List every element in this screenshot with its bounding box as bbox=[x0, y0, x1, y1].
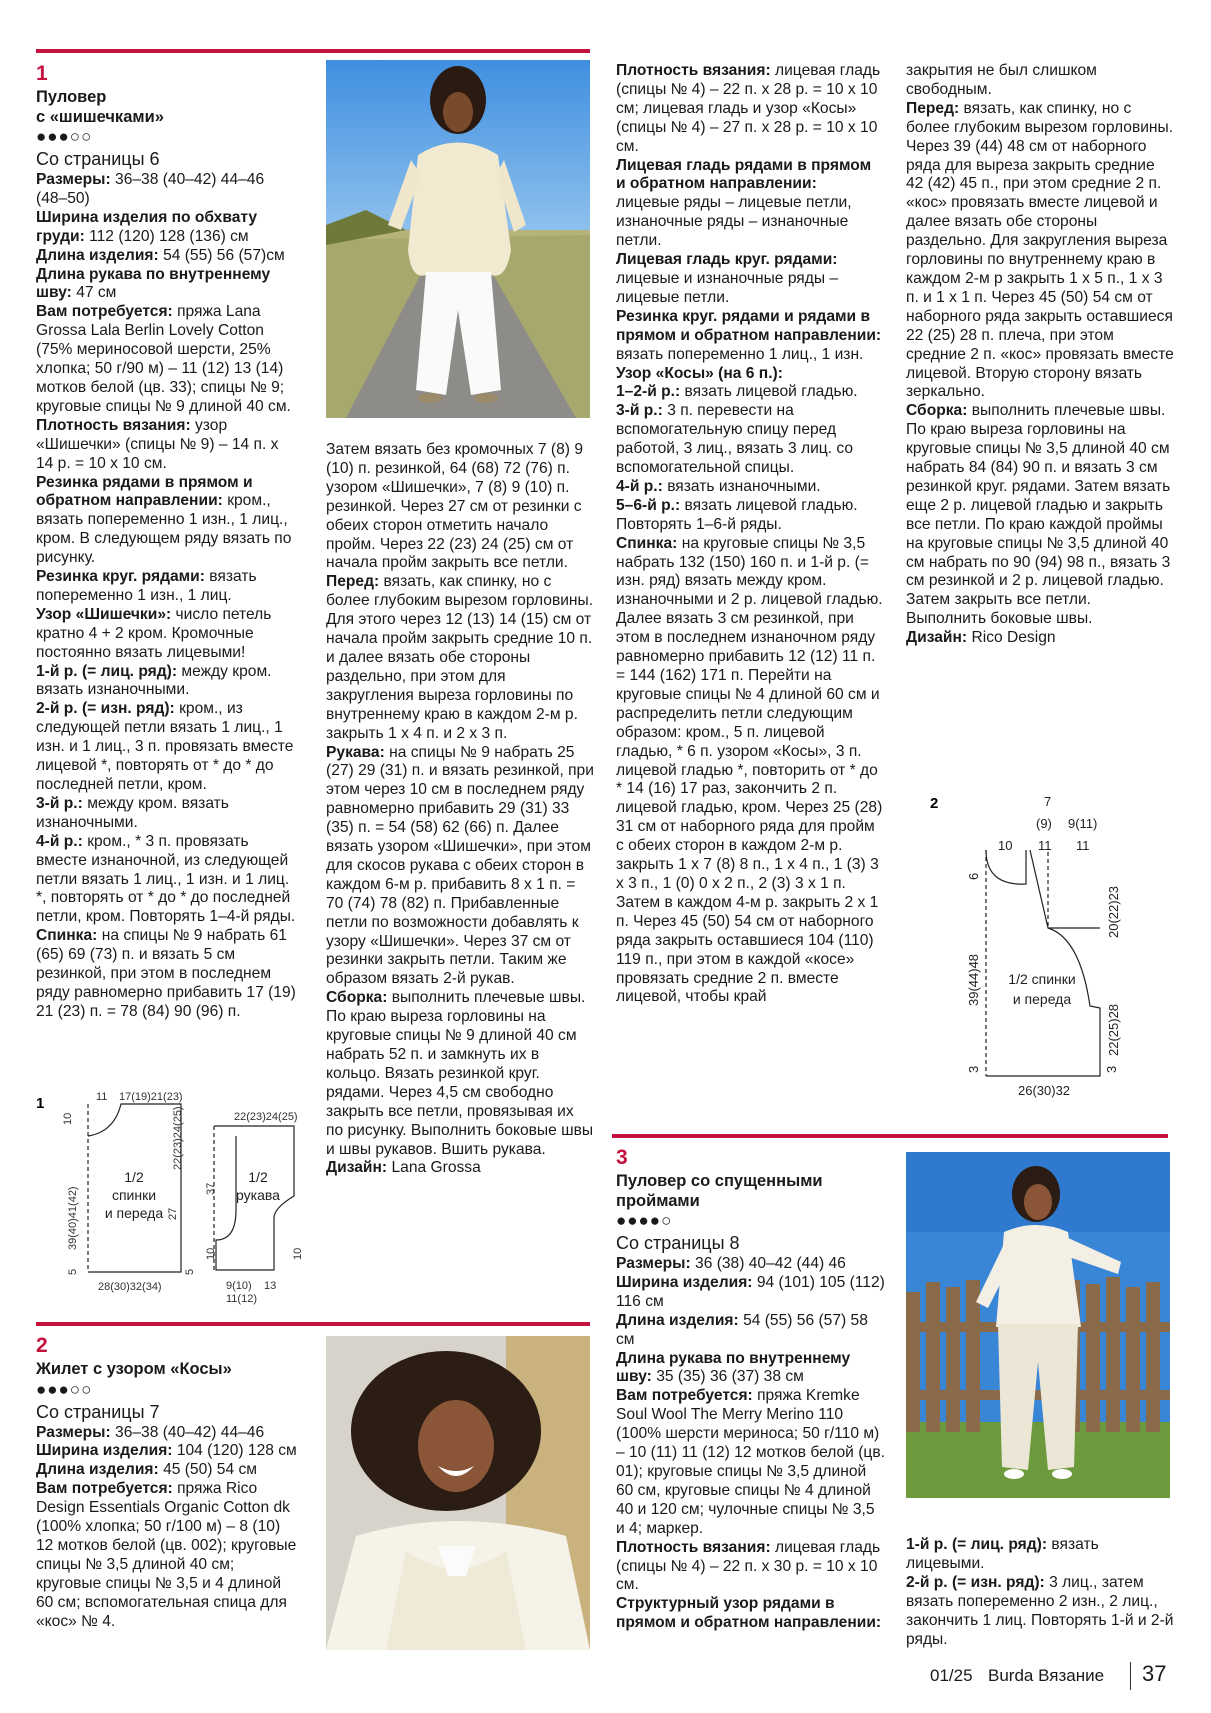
section-3-column-b bbox=[906, 1536, 1174, 1649]
project-title: Пуловер со спущенными проймами bbox=[616, 1172, 823, 1210]
sizes-paragraph: Размеры: 36–38 (40–42) 44–46 (48–50) bbox=[36, 171, 265, 207]
materials-paragraph: Вам потребуется: пряжа Lana Grossa Lala Berlin Lovely Cotton (75% мериносовой шерсти, 25% хлопка; 50 г/90 м) – 11 (12) 13 (14) мотков белой (цв. 33); спицы № 9; круговые спицы № 9 длиной 40 см. bbox=[36, 303, 291, 415]
materials-paragraph: Вам потребуется: пряжа Kremke Soul Wool The Merry Merino 110 (100% шерсти мериноса; 50 г/110 м) – 10 (11) 11 (12) 12 мотков белой (цв. 01); круговые спицы № 3,5 длиной 60 см, круговые спицы № 4 длиной 40 и 120 см; чулочные спицы № 3,5 и 4; маркер. bbox=[616, 1387, 885, 1537]
dim-top-9: (9) bbox=[1036, 816, 1052, 831]
source-page: Со страницы 7 bbox=[36, 1401, 160, 1422]
design-credit: Дизайн: Lana Grossa bbox=[326, 1159, 481, 1177]
section-number: 3 bbox=[616, 1146, 628, 1169]
cable-row-4: 4-й р.: вязать изнаночными. bbox=[616, 477, 821, 495]
diagram-index: 2 bbox=[930, 795, 939, 812]
section-3-column-a bbox=[616, 1146, 886, 1633]
cable-row-1-2: 1–2-й р.: вязать лицевой гладью. bbox=[616, 383, 858, 401]
photo-drop-shoulder-pullover bbox=[906, 1152, 1170, 1498]
diagram-1 bbox=[36, 1090, 316, 1305]
rib-round-paragraph: Резинка круг. рядами: вязать попеременно 1 изн., 1 лиц. bbox=[36, 568, 257, 604]
section-2-column-a bbox=[36, 1334, 298, 1631]
footer-divider bbox=[1130, 1662, 1131, 1690]
sleeve-dim-bottom-1: 9(10) bbox=[226, 1280, 252, 1292]
materials-paragraph: Вам потребуется: пряжа Rico Design Essentials Organic Cotton dk (100% хлопка; 50 г/100 м) – 8 (10) 12 мотков белой (цв. 002); круговые спицы № 3,5 длиной 40 см; круговые спицы № 3,5 и 4 длиной 60 см; вспомогательная спица для «кос» № 4. bbox=[36, 1480, 297, 1630]
stockinette-round-paragraph: Лицевая гладь круг. рядами: лицевые и изнаночные ряды – лицевые петли. bbox=[616, 251, 839, 306]
dim-side-v: 22(23)24(25) bbox=[172, 1106, 184, 1170]
dim-top-7: 7 bbox=[1044, 794, 1052, 809]
photo-pullover-bobbles bbox=[326, 60, 590, 418]
sleeve-dim-13: 13 bbox=[264, 1280, 277, 1292]
dim-5-left: 5 bbox=[67, 1268, 79, 1275]
design-credit: Дизайн: Rico Design bbox=[906, 629, 1056, 647]
width-paragraph: Ширина изделия: 94 (101) 105 (112) 116 см bbox=[616, 1273, 885, 1310]
dim-bottom: 26(30)32 bbox=[1018, 1083, 1071, 1098]
photo-1-image bbox=[326, 60, 590, 418]
photo-2-image bbox=[326, 1336, 590, 1650]
dim-5-right: 5 bbox=[184, 1268, 196, 1275]
width-paragraph: Ширина изделия по обхвату груди: 112 (120) 128 (136) см bbox=[36, 208, 258, 245]
page-number: 37 bbox=[1142, 1661, 1167, 1686]
dim-top-9-11: 9(11) bbox=[1068, 816, 1098, 831]
cable-heading: Узор «Косы» (на 6 п.): bbox=[616, 364, 783, 382]
sleeve-dim-10-left: 10 bbox=[205, 1247, 217, 1260]
length-paragraph: Длина изделия: 54 (55) 56 (57)см bbox=[36, 246, 285, 264]
section-1-column-b bbox=[326, 441, 594, 1178]
diagram-sleeve-label-2: рукава bbox=[236, 1187, 280, 1203]
structure-pattern-heading: Структурный узор рядами в прямом и обратном направлении: bbox=[616, 1595, 882, 1632]
length-paragraph: Длина изделия: 54 (55) 56 (57) 58 см bbox=[616, 1311, 868, 1348]
dim-neck: 10 bbox=[62, 1112, 74, 1125]
page-footer bbox=[930, 1658, 1180, 1698]
row-2-paragraph: 2-й р. (= изн. ряд): 3 лиц., затем вязать попеременно 2 изн., 2 лиц., закончить 1 лиц. Повторять 1-й и 2-й ряды. bbox=[906, 1573, 1174, 1648]
difficulty-rating: ●●●●○ bbox=[616, 1211, 673, 1230]
row-1-paragraph: 1-й р. (= лиц. ряд): между кром. вязать изнаночными. bbox=[36, 662, 272, 699]
diagram-body-label-3: и переда bbox=[104, 1205, 164, 1221]
dim-left-main: 39(44)48 bbox=[966, 953, 981, 1006]
stockinette-flat-paragraph: Лицевая гладь рядами в прямом и обратном направлении: лицевые ряды – лицевые петли, изнаночные ряды – изнаночные петли. bbox=[616, 156, 872, 250]
dim-27: 27 bbox=[167, 1207, 179, 1220]
rib-paragraph: Резинка круг. рядами и рядами в прямом и обратном направлении: вязать попеременно 1 лиц., 1 изн. bbox=[616, 307, 882, 363]
dim-top-width: 17(19)21(23) bbox=[119, 1091, 183, 1103]
section-2-rule bbox=[36, 1322, 590, 1326]
dim-bottom: 28(30)32(34) bbox=[98, 1281, 162, 1293]
section-1-rule bbox=[36, 49, 590, 53]
gauge-paragraph: Плотность вязания: лицевая гладь (спицы № 4) – 22 п. x 30 р. = 10 x 10 см. bbox=[616, 1538, 881, 1594]
diagram-body-label-2: спинки bbox=[111, 1187, 157, 1203]
section-1-column-a bbox=[36, 62, 296, 1022]
length-paragraph: Длина изделия: 45 (50) 54 см bbox=[36, 1461, 257, 1479]
front-paragraph: Перед: вязать, как спинку, но с более глубоким вырезом горловины. Через 39 (44) 48 см от наборного ряда для выреза закрыть средние 42 (42) 45 п., при этом средние 2 п. «кос» провязать вместе лицевой и далее вязать обе стороны раздельно. Для закругления выреза горловины по внутреннему краю в каждом 2-м р закрыть 1 x 5 п., 1 x 3 п. и 1 x 1 п. Через 45 (50) 54 см от наборного ряда закрыть оставшиеся 22 (25) 28 п. плеча, при этом средние 2 п. «кос» провязать вместе лицевой. Вторую сторону вязать зеркально. bbox=[906, 99, 1174, 401]
sleeve-dim-10-right: 10 bbox=[292, 1247, 304, 1260]
section-number: 1 bbox=[36, 62, 48, 85]
rib-flat-paragraph: Резинка рядами в прямом и обратном направлении: кром., вязать попеременно 1 изн., 1 лиц., кром. В следующем ряду вязать по рисунку. bbox=[36, 473, 292, 567]
dim-right-3: 3 bbox=[1104, 1065, 1119, 1073]
project-title: Пуловер с «шишечками» bbox=[36, 88, 164, 126]
assembly-paragraph: Сборка: выполнить плечевые швы. По краю выреза горловины на круговые спицы № 3,5 длиной 40 см набрать 84 (84) 90 п. и вязать 3 см резинкой круг. рядами. Затем вязать еще 2 р. лицевой гладью и закрыть все петли. По краю каждой проймы на круговые спицы № 3,5 длиной 40 см набрать по 90 (94) 98 п., вязать 3 см резинкой и 2 р. лицевой гладью. Затем закрыть все петли. Выполнить боковые швы. bbox=[906, 402, 1171, 628]
width-paragraph: Ширина изделия: 104 (120) 128 см bbox=[36, 1442, 297, 1460]
cable-row-3: 3-й р.: 3 п. перевести на вспомогательную спицу перед работой, 3 лиц., вязать 3 лиц. со вспомогательной спицы. bbox=[616, 402, 854, 477]
sleeves-paragraph: Рукава: на спицы № 9 набрать 25 (27) 29 (31) п. и вязать резинкой, при этом через 10 см в последнем ряду равномерно прибавить 29 (31) 33 (35) п. = 54 (58) 62 (66) п. Далее вязать узором «Шишечки», при этом для скосов рукава с обеих сторон в каждом 6-м р. прибавить 8 x 1 п. = 70 (74) 78 (82) п. Прибавленные петли по возможности добавлять к узору «Шишечки». Через 37 см от резинки закрыть петли. Таким же образом вязать 2-й рукав. bbox=[326, 743, 594, 988]
dim-left-v: 39(40)41(42) bbox=[67, 1186, 79, 1250]
issue-number: 01/25 bbox=[930, 1666, 973, 1685]
diagram-body-label-1: 1/2 bbox=[124, 1169, 144, 1185]
difficulty-rating: ●●●○○ bbox=[36, 127, 93, 146]
photo-cable-vest bbox=[326, 1336, 590, 1650]
section-2-column-c bbox=[906, 62, 1174, 648]
project-title: Жилет с узором «Косы» bbox=[36, 1360, 232, 1378]
dim-top-11a: 11 bbox=[1038, 838, 1052, 853]
difficulty-rating: ●●●○○ bbox=[36, 1379, 93, 1399]
dim-left-3: 3 bbox=[966, 1065, 981, 1073]
back-continued-paragraph: Затем вязать без кромочных 7 (8) 9 (10) п. резинкой, 64 (68) 72 (76) п. узором «Шишечки», 7 (8) 9 (10) п. резинкой. Через 27 см от резинки с обеих сторон отметить начало пройм. Через 22 (23) 24 (25) см от начала пройм закрыть все петли. bbox=[326, 441, 583, 572]
row-2-paragraph: 2-й р. (= изн. ряд): кром., из следующей петли вязать 1 лиц., 1 изн. и 1 лиц., 3 п. провязать вместе лицевой *, повторять от * до * до последней петли, кром. bbox=[36, 700, 294, 793]
section-number: 2 bbox=[36, 1334, 48, 1357]
diagram-sleeve-label-1: 1/2 bbox=[248, 1169, 268, 1185]
sizes-paragraph: Размеры: 36–38 (40–42) 44–46 bbox=[36, 1423, 265, 1441]
magazine-name: Burda Вязание bbox=[988, 1666, 1105, 1685]
source-page: Со страницы 8 bbox=[616, 1233, 740, 1253]
back-paragraph: Спинка: на спицы № 9 набрать 61 (65) 69 (73) п. и вязать 5 см резинкой, при этом в последнем ряду равномерно прибавить 17 (19) 21 (23) п. = 78 (84) 90 (96) п. bbox=[36, 927, 296, 1020]
dim-top-11b: 11 bbox=[1076, 838, 1090, 853]
sleeve-dim-top: 22(23)24(25) bbox=[234, 1111, 298, 1123]
sizes-paragraph: Размеры: 36 (38) 40–42 (44) 46 bbox=[616, 1255, 846, 1272]
diagram-index: 1 bbox=[36, 1095, 45, 1112]
dim-right-20: 20(22)23 bbox=[1106, 885, 1121, 938]
dim-top-11: 11 bbox=[96, 1091, 108, 1103]
source-page: Со страницы 6 bbox=[36, 149, 160, 169]
row-3-paragraph: 3-й р.: между кром. вязать изнаночными. bbox=[36, 794, 229, 831]
sleeve-dim-bottom-2: 11(12) bbox=[226, 1293, 257, 1305]
dim-right-22: 22(25)28 bbox=[1106, 1003, 1121, 1056]
section-3-rule bbox=[612, 1134, 1168, 1138]
back-paragraph: Спинка: на круговые спицы № 3,5 набрать 132 (150) 160 п. и 1-й р. (= изн. ряд) вязать между кром. изнаночными и 2 р. лицевой гладью. Далее вязать 3 см резинкой, при этом в последнем изнаночном ряду равномерно прибавить 12 (12) 11 п. = 144 (162) 171 п. Перейти на круговые спицы № 4 длиной 60 см и распределить петли следующим образом: кром., 5 п. лицевой гладью, * 6 п. узором «Косы», 3 п. лицевой гладью *, повторить от * до * 14 (16) 17 раз, закончить 2 п. лицевой гладью, кром. Через 25 (28) 31 см от наборного ряда для пройм с обеих сторон в каждом 2-м р. закрыть 1 x 7 (8) 8 п., 1 x 4 п., 1 (3) 3 x 3 п., 1 (0) 0 x 2 п., 2 (3) 3 x 1 п. Затем в каждом 4-м р. закрыть 2 x 1 п. Через 45 (50) 54 см от наборного ряда закрыть оставшиеся 104 (110) 119 п., при этом в каждой «косе» провязать средние 2 п. вместе лицевой, чтобы край bbox=[616, 534, 883, 1006]
bobble-pattern-paragraph: Узор «Шишечки»: число петель кратно 4 + 2 кром. Кромочные постоянно вязать лицевыми! bbox=[36, 605, 272, 661]
row-4-paragraph: 4-й р.: кром., * 3 п. провязать вместе изнаночной, из следующей петли вязать 1 лиц., 1 изн. и 1 лиц. *, повторять от * до * до последней петли, кром. Повторять 1–4-й ряды. bbox=[36, 832, 296, 926]
front-paragraph: Перед: вязать, как спинку, но с более глубоким вырезом горловины. Для этого через 12 (13) 14 (15) см от начала пройм закрыть средние 10 п. и далее вязать обе стороны раздельно, при этом для закругления выреза горловины по внутреннему краю в каждом 2-м р. закрыть 1 x 4 п. и 2 x 3 п. bbox=[326, 573, 594, 742]
section-2-column-b bbox=[616, 62, 884, 1007]
assembly-paragraph: Сборка: выполнить плечевые швы. По краю выреза горловины на круговые спицы № 9 длиной 40 см набрать 52 п. и замкнуть их в кольцо. Вязать резинкой круг. рядами. Через 4,5 см свободно закрыть все петли, провязывая их по рисунку. Выполнить боковые швы и швы рукавов. Вшить рукава. bbox=[326, 989, 594, 1158]
diagram-center-label-2: и переда bbox=[1012, 991, 1072, 1007]
gauge-paragraph: Плотность вязания: лицевая гладь (спицы № 4) – 22 п. x 28 р. = 10 x 10 см; лицевая гладь и узор «Косы» (спицы № 4) – 27 п. x 28 р. = 10 x 10 см. bbox=[616, 62, 881, 155]
dim-left-6: 6 bbox=[966, 872, 981, 880]
sleeve-dim-37: 37 bbox=[205, 1182, 217, 1195]
row-1-paragraph: 1-й р. (= лиц. ряд): вязать лицевыми. bbox=[906, 1536, 1099, 1572]
sleeve-length-paragraph: Длина рукава по внутреннему шву: 35 (35) 36 (37) 38 см bbox=[616, 1349, 851, 1386]
dim-top-10: 10 bbox=[998, 838, 1013, 853]
diagram-2 bbox=[920, 788, 1160, 1098]
cable-row-5-6: 5–6-й р.: вязать лицевой гладью. Повторять 1–6-й ряды. bbox=[616, 496, 858, 533]
gauge-paragraph: Плотность вязания: узор «Шишечки» (спицы № 9) – 14 п. x 14 р. = 10 x 10 см. bbox=[36, 416, 279, 472]
diagram-center-label-1: 1/2 спинки bbox=[1008, 971, 1076, 987]
back-continued-paragraph: закрытия не был слишком свободным. bbox=[906, 62, 1097, 98]
photo-3-image bbox=[906, 1152, 1170, 1498]
sleeve-length-paragraph: Длина рукава по внутреннему шву: 47 см bbox=[36, 265, 271, 302]
